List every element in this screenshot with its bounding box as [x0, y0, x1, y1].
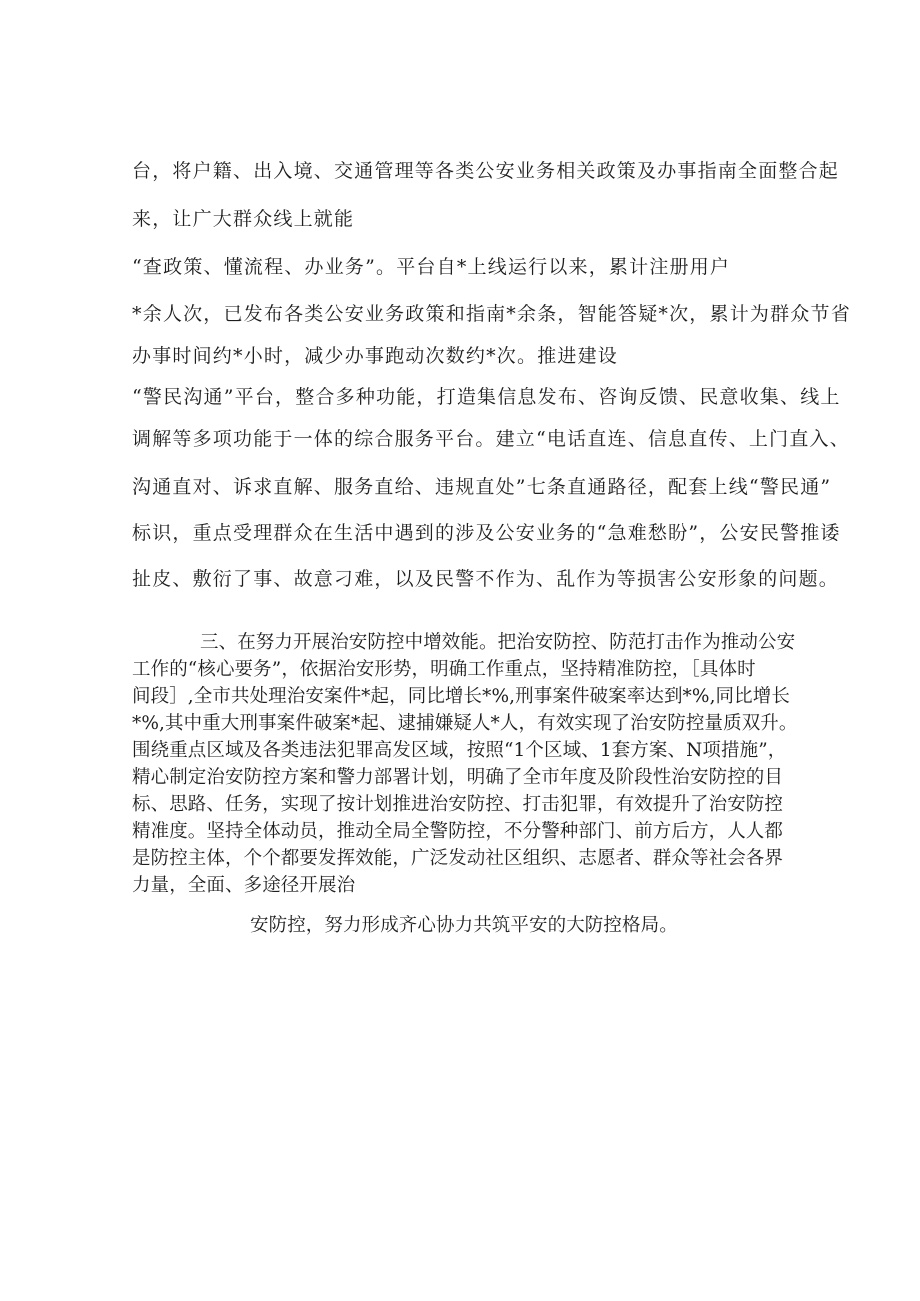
paragraph-2-line-1: 三、在努力开展治安防控中增效能。把治安防控、防范打击作为推动公安 [200, 632, 796, 653]
paragraph-2-line-6: 精心制定治安防控方案和警力部署计划，明确了全市年度及阶段性治安防控的目 [132, 767, 784, 788]
paragraph-1-line-6: “警民沟通”平台，整合多种功能，打造集信息发布、咨询反馈、民意收集、线上 [132, 386, 841, 408]
paragraph-2-line-3: 间段］,全市共处理治安案件*起，同比增长*%,刑事案件破案率达到*%,同比增长 [132, 686, 790, 707]
paragraph-1-line-4: *余人次，已发布各类公安业务政策和指南*余条，智能答疑*次，累计为群众节省 [132, 303, 851, 325]
paragraph-1-line-2: 来，让广大群众线上就能 [132, 208, 355, 230]
paragraph-2-line-2: 工作的“核心要务”，依据治安形势，明确工作重点，坚持精准防控，［具体时 [132, 659, 756, 680]
paragraph-1-line-1: 台，将户籍、出入境、交通管理等各类公安业务相关政策及办事指南全面整合起 [132, 160, 840, 182]
paragraph-2-line-9: 是防控主体，个个都要发挥效能，广泛发动社区组织、志愿者、群众等社会各界 [132, 848, 784, 869]
paragraph-1-line-5: 办事时间约*小时，减少办事跑动次数约*次。推进建设 [132, 345, 619, 367]
paragraph-2-line-4: *%,其中重大刑事案件破案*起、逮捕嫌疑人*人，有效实现了治安防控量质双升。 [132, 713, 798, 734]
paragraph-1-line-9: 标识，重点受理群众在生活中遇到的涉及公安业务的“急难愁盼”，公安民警推诿 [132, 522, 841, 544]
paragraph-2-line-5: 围绕重点区域及各类违法犯罪高发区域，按照“1个区域、1套方案、N项措施”， [132, 740, 787, 761]
paragraph-1-line-10: 扯皮、敷衍了事、故意刁难，以及民警不作为、乱作为等损害公安形象的问题。 [132, 568, 840, 590]
paragraph-1-line-3: “查政策、懂流程、办业务”。平台自*上线运行以来，累计注册用户 [132, 256, 731, 278]
paragraph-2-line-7: 标、思路、任务，实现了按计划推进治安防控、打击犯罪，有效提升了治安防控 [132, 794, 784, 815]
paragraph-3-line-1: 安防控，努力形成齐心协力共筑平安的大防控格局。 [250, 915, 678, 936]
paragraph-2-line-10: 力量，全面、多途径开展治 [132, 875, 356, 896]
paragraph-1-line-8: 沟通直对、诉求直解、服务直给、违规直处”七条直通路径，配套上线“警民通” [132, 476, 832, 498]
paragraph-2-line-8: 精准度。坚持全体动员，推动全局全警防控，不分警种部门、前方后方，人人都 [132, 821, 784, 842]
paragraph-1-line-7: 调解等多项功能于一体的综合服务平台。建立“电话直连、信息直传、上门直入、 [132, 428, 850, 450]
